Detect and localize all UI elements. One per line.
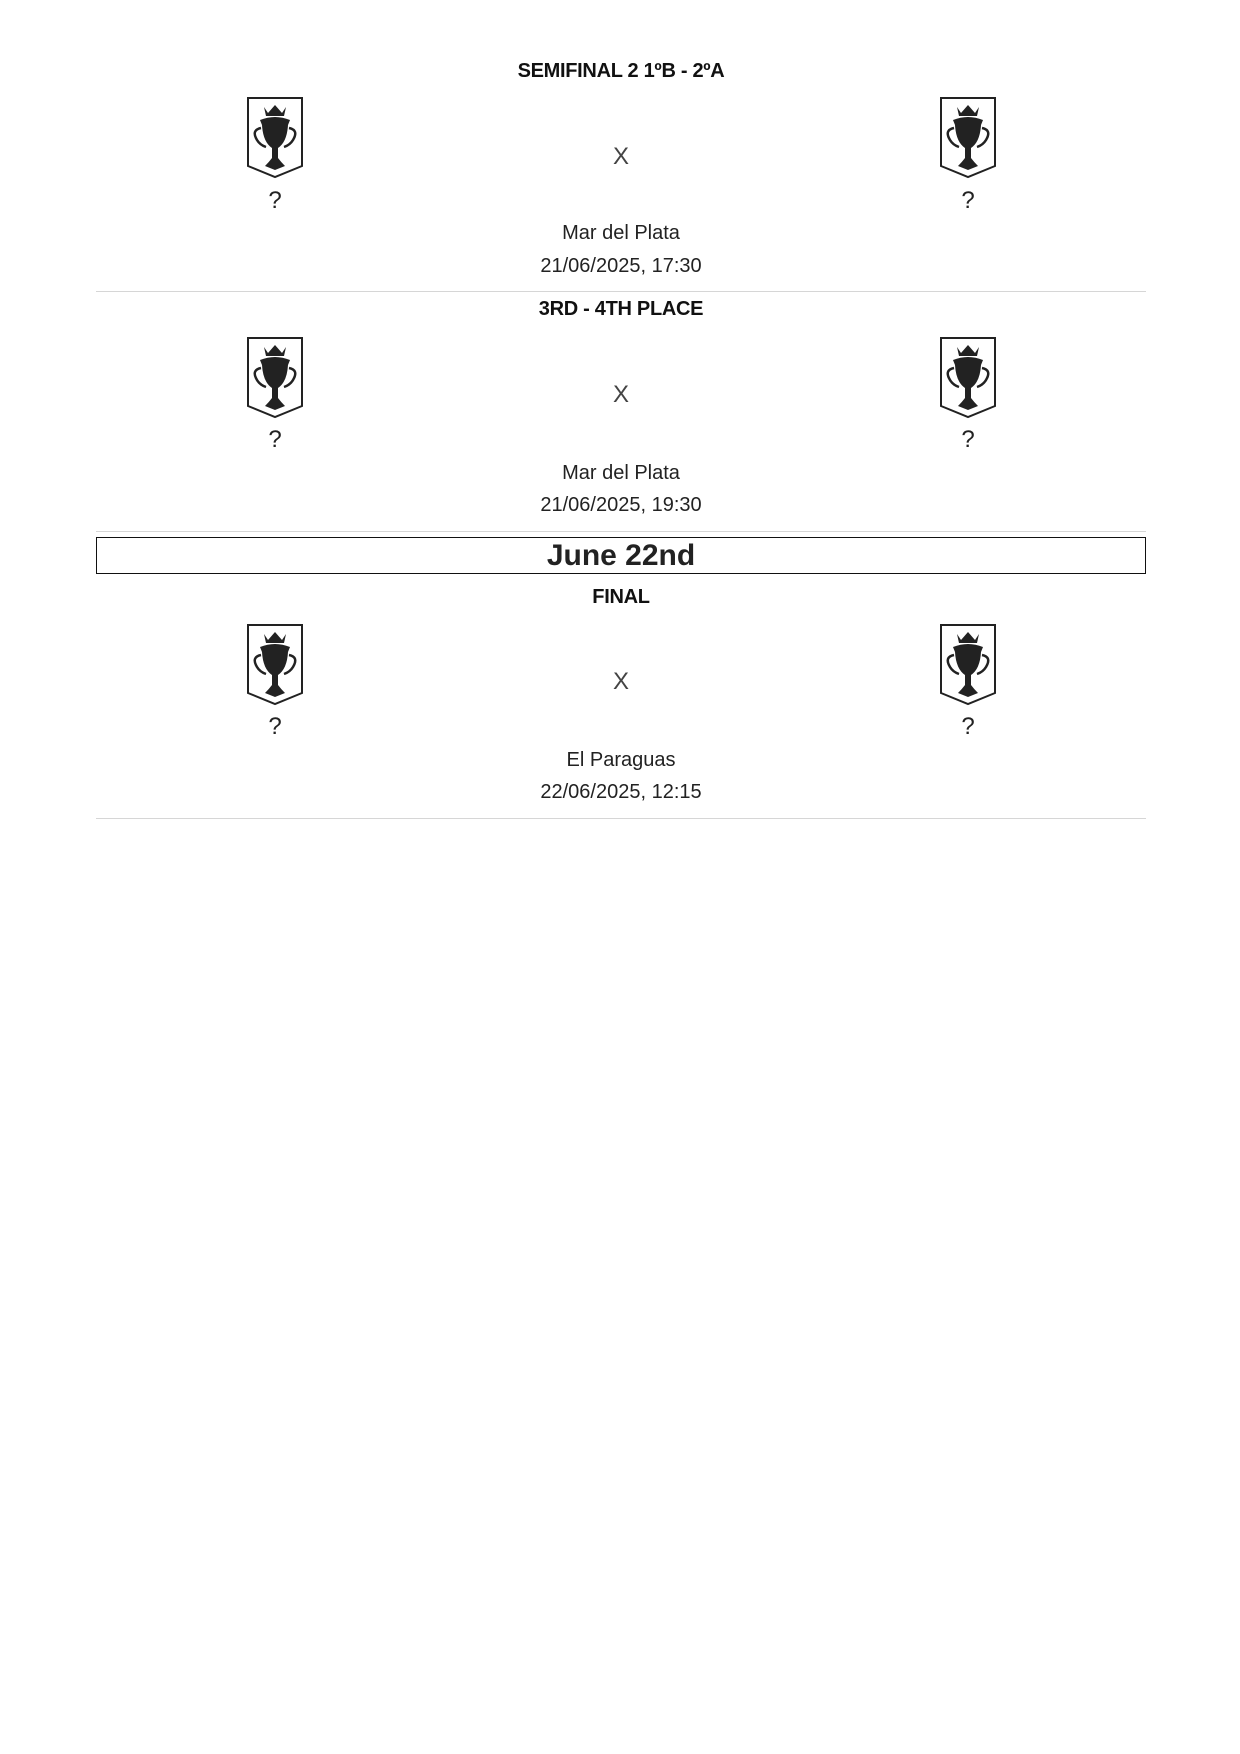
versus-label: X [612,143,629,170]
match-venue: El Paraguas [566,749,676,771]
away-team-name: ? [961,713,975,740]
away-team-crest-icon [938,623,998,707]
home-team-name: ? [268,426,282,453]
home-team-name: ? [268,187,282,214]
match-card [96,580,1146,819]
away-team-crest-icon [938,336,998,420]
match-title: FINAL [592,586,650,608]
away-team-name: ? [961,426,975,453]
match-title: SEMIFINAL 2 1ºB - 2ºA [517,60,725,82]
match-title: 3RD - 4TH PLACE [538,298,704,320]
match-datetime: 21/06/2025, 19:30 [540,494,702,516]
match-datetime: 21/06/2025, 17:30 [540,255,702,277]
match-card [96,0,1146,292]
versus-label: X [612,668,629,695]
match-datetime: 22/06/2025, 12:15 [540,781,702,803]
match-venue: Mar del Plata [562,222,680,244]
home-team-name: ? [268,713,282,740]
match-venue: Mar del Plata [562,462,680,484]
day-header: June 22nd [96,537,1146,574]
match-card [96,292,1146,532]
away-team-name: ? [961,187,975,214]
versus-label: X [612,381,629,408]
away-team-crest-icon [938,96,998,180]
